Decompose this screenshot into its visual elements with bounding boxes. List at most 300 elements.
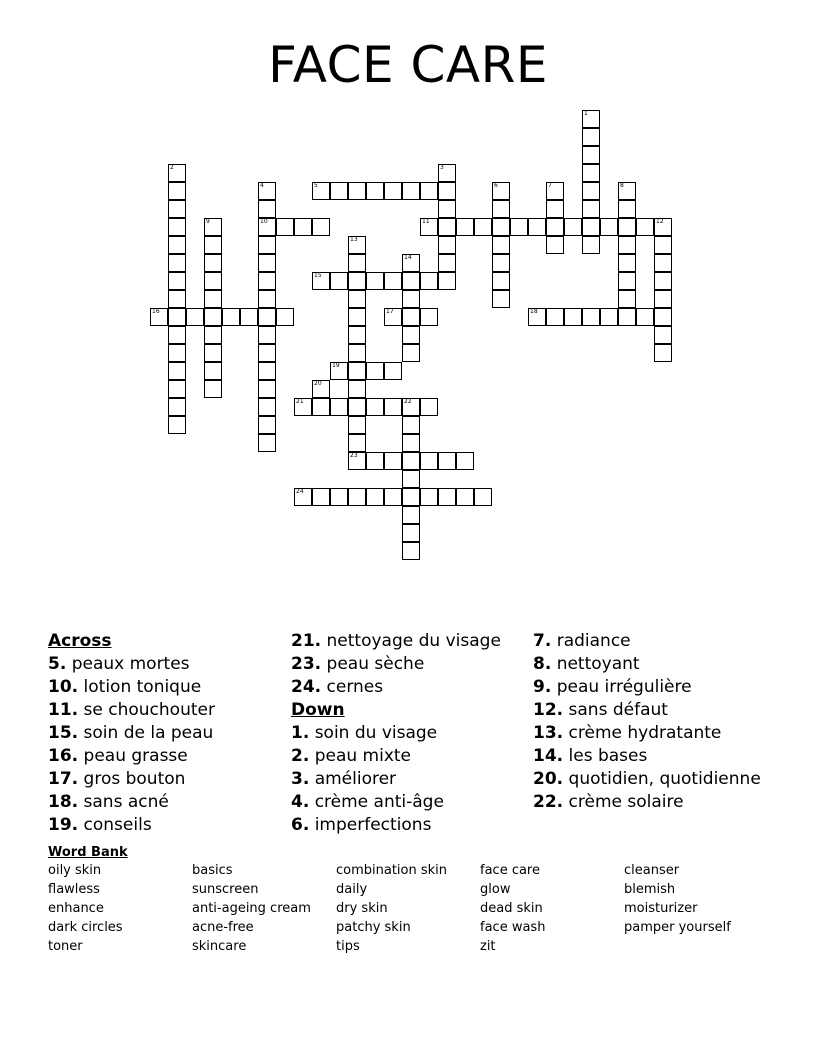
crossword-cell[interactable]: [330, 182, 348, 200]
crossword-cell[interactable]: [204, 326, 222, 344]
crossword-cell[interactable]: [204, 254, 222, 272]
word-bank-column: [624, 861, 731, 937]
crossword-cell[interactable]: [654, 218, 672, 236]
across-clue: [48, 722, 283, 745]
clue-number-label: 2.: [291, 746, 310, 766]
clue-number: 11: [422, 218, 430, 225]
crossword-cell[interactable]: [204, 308, 222, 326]
crossword-cell[interactable]: [258, 272, 276, 290]
down-header: Down: [291, 700, 345, 720]
crossword-cell[interactable]: [168, 272, 186, 290]
word-bank-item: dry skin: [336, 901, 388, 916]
clue-number: 10: [260, 218, 268, 225]
across-clue: [291, 676, 526, 699]
crossword-cell[interactable]: [402, 272, 420, 290]
crossword-cell[interactable]: [204, 272, 222, 290]
crossword-cell[interactable]: [366, 272, 384, 290]
word-bank-item: tips: [336, 939, 360, 954]
crossword-cell[interactable]: [186, 308, 204, 326]
crossword-cell[interactable]: [402, 344, 420, 362]
clue-number: 14: [404, 254, 412, 261]
crossword-cell[interactable]: [654, 254, 672, 272]
clue-text: sans acné: [83, 792, 169, 812]
down-clue: [291, 814, 526, 837]
down-clue: [533, 676, 768, 699]
clue-number: 3: [440, 164, 444, 171]
down-clue: [291, 722, 526, 745]
clue-number-label: 21.: [291, 631, 322, 651]
crossword-cell[interactable]: [618, 290, 636, 308]
crossword-cell[interactable]: [420, 488, 438, 506]
crossword-cell[interactable]: [348, 434, 366, 452]
crossword-cell[interactable]: [402, 434, 420, 452]
clue-number: 2: [170, 164, 174, 171]
clue-text: cernes: [326, 677, 384, 697]
clues-column-1: [48, 630, 283, 837]
crossword-cell[interactable]: [384, 488, 402, 506]
clue-number-label: 14.: [533, 746, 564, 766]
crossword-cell[interactable]: [204, 290, 222, 308]
crossword-cell[interactable]: [438, 272, 456, 290]
crossword-cell[interactable]: [384, 182, 402, 200]
crossword-cell[interactable]: [258, 344, 276, 362]
clue-number: 23: [350, 452, 358, 459]
word-bank-item: flawless: [48, 882, 100, 897]
crossword-cell[interactable]: [348, 254, 366, 272]
across-clue: [48, 745, 283, 768]
word-bank-item: glow: [480, 882, 511, 897]
crossword-cell[interactable]: [438, 452, 456, 470]
word-bank-item: sunscreen: [192, 882, 259, 897]
crossword-cell[interactable]: [258, 416, 276, 434]
clue-text: soin de la peau: [83, 723, 214, 743]
across-clue: [291, 653, 526, 676]
clue-number-label: 8.: [533, 654, 552, 674]
word-bank-item: daily: [336, 882, 368, 897]
crossword-cell[interactable]: [366, 362, 384, 380]
clue-number-label: 11.: [48, 700, 79, 720]
crossword-cell[interactable]: [492, 290, 510, 308]
crossword-cell[interactable]: [348, 416, 366, 434]
crossword-cell[interactable]: [618, 308, 636, 326]
crossword-cell[interactable]: [492, 200, 510, 218]
crossword-cell[interactable]: [312, 272, 330, 290]
crossword-cell[interactable]: [600, 308, 618, 326]
crossword-cell[interactable]: [492, 254, 510, 272]
crossword-cell[interactable]: [438, 182, 456, 200]
word-bank-item: combination skin: [336, 863, 448, 878]
crossword-cell[interactable]: [330, 272, 348, 290]
word-bank-column: [192, 861, 311, 956]
crossword-cell[interactable]: [348, 272, 366, 290]
crossword-cell[interactable]: [654, 290, 672, 308]
crossword-cell[interactable]: [258, 398, 276, 416]
crossword-cell[interactable]: [384, 362, 402, 380]
clue-text: imperfections: [314, 815, 432, 835]
crossword-cell[interactable]: [258, 434, 276, 452]
crossword-cell[interactable]: [168, 326, 186, 344]
crossword-cell[interactable]: [582, 182, 600, 200]
clue-number: 6: [494, 182, 498, 189]
clue-text: nettoyant: [556, 654, 640, 674]
crossword-cell[interactable]: [582, 164, 600, 182]
word-bank-item: zit: [480, 939, 496, 954]
crossword-cell[interactable]: [348, 326, 366, 344]
crossword-cell[interactable]: [330, 362, 348, 380]
clue-number-label: 10.: [48, 677, 79, 697]
crossword-cell[interactable]: [564, 218, 582, 236]
clue-text: crème anti-âge: [314, 792, 444, 812]
word-bank-item: skincare: [192, 939, 247, 954]
crossword-cell[interactable]: [330, 398, 348, 416]
crossword-cell[interactable]: [618, 200, 636, 218]
crossword-cell[interactable]: [402, 506, 420, 524]
crossword-cell[interactable]: [402, 254, 420, 272]
down-clue: [533, 722, 768, 745]
clue-number: 19: [332, 362, 340, 369]
crossword-cell[interactable]: [420, 218, 438, 236]
word-bank-item: acne-free: [192, 920, 254, 935]
clue-number-label: 24.: [291, 677, 322, 697]
crossword-cell[interactable]: [402, 542, 420, 560]
crossword-cell[interactable]: [294, 488, 312, 506]
crossword-cell[interactable]: [258, 218, 276, 236]
clue-text: peau mixte: [314, 746, 412, 766]
crossword-cell[interactable]: [438, 218, 456, 236]
clue-text: peau sèche: [326, 654, 425, 674]
crossword-cell[interactable]: [420, 452, 438, 470]
clue-number-label: 1.: [291, 723, 310, 743]
crossword-cell[interactable]: [366, 182, 384, 200]
clue-number-label: 12.: [533, 700, 564, 720]
clue-number-label: 23.: [291, 654, 322, 674]
word-bank-item: moisturizer: [624, 901, 698, 916]
crossword-cell[interactable]: [330, 488, 348, 506]
word-bank-item: patchy skin: [336, 920, 411, 935]
down-clue: [533, 630, 768, 653]
clue-number-label: 4.: [291, 792, 310, 812]
clue-number: 4: [260, 182, 264, 189]
crossword-cell[interactable]: [258, 254, 276, 272]
crossword-cell[interactable]: [654, 308, 672, 326]
crossword-cell[interactable]: [168, 308, 186, 326]
word-bank-item: face wash: [480, 920, 546, 935]
crossword-cell[interactable]: [456, 452, 474, 470]
crossword-cell[interactable]: [258, 380, 276, 398]
clue-number: 16: [152, 308, 160, 315]
down-clue: [533, 768, 768, 791]
clues-column-3: [533, 630, 768, 814]
clue-text: peaux mortes: [71, 654, 190, 674]
page-title: FACE CARE: [268, 36, 548, 94]
crossword-cell[interactable]: [618, 182, 636, 200]
down-clue: [291, 791, 526, 814]
crossword-cell[interactable]: [402, 416, 420, 434]
clue-number-label: 20.: [533, 769, 564, 789]
crossword-cell[interactable]: [312, 182, 330, 200]
crossword-cell[interactable]: [438, 488, 456, 506]
across-clue: [48, 676, 283, 699]
clue-text: peau grasse: [83, 746, 188, 766]
down-clue: [291, 768, 526, 791]
clue-number: 20: [314, 380, 322, 387]
word-bank-item: basics: [192, 863, 233, 878]
crossword-cell[interactable]: [402, 470, 420, 488]
clue-text: améliorer: [314, 769, 397, 789]
across-header: Across: [48, 631, 112, 651]
crossword-cell[interactable]: [222, 308, 240, 326]
crossword-cell[interactable]: [654, 344, 672, 362]
crossword-cell[interactable]: [546, 308, 564, 326]
crossword-cell[interactable]: [276, 218, 294, 236]
crossword-cell[interactable]: [456, 218, 474, 236]
down-clue: [291, 745, 526, 768]
crossword-cell[interactable]: [492, 182, 510, 200]
across-clue: [48, 699, 283, 722]
clue-number: 13: [350, 236, 358, 243]
crossword-cell[interactable]: [366, 398, 384, 416]
crossword-cell[interactable]: [348, 308, 366, 326]
clue-number-label: 5.: [48, 654, 67, 674]
crossword-cell[interactable]: [348, 236, 366, 254]
word-bank-item: toner: [48, 939, 83, 954]
crossword-cell[interactable]: [402, 398, 420, 416]
clue-text: sans défaut: [568, 700, 668, 720]
crossword-cell[interactable]: [582, 200, 600, 218]
crossword-cell[interactable]: [636, 308, 654, 326]
crossword-cell[interactable]: [294, 218, 312, 236]
crossword-cell[interactable]: [564, 308, 582, 326]
crossword-cell[interactable]: [348, 290, 366, 308]
down-clue: [533, 791, 768, 814]
crossword-cell[interactable]: [348, 398, 366, 416]
crossword-cell[interactable]: [348, 362, 366, 380]
clue-number-label: 13.: [533, 723, 564, 743]
crossword-cell[interactable]: [618, 218, 636, 236]
crossword-cell[interactable]: [348, 182, 366, 200]
crossword-cell[interactable]: [348, 344, 366, 362]
clue-text: crème hydratante: [568, 723, 722, 743]
crossword-cell[interactable]: [204, 236, 222, 254]
crossword-cell[interactable]: [654, 272, 672, 290]
crossword-cell[interactable]: [312, 488, 330, 506]
crossword-cell[interactable]: [636, 218, 654, 236]
crossword-cell[interactable]: [384, 452, 402, 470]
crossword-cell[interactable]: [582, 110, 600, 128]
word-bank-title: Word Bank: [48, 845, 128, 860]
crossword-cell[interactable]: [402, 182, 420, 200]
clue-number-label: 19.: [48, 815, 79, 835]
crossword-cell[interactable]: [474, 218, 492, 236]
crossword-cell[interactable]: [168, 398, 186, 416]
clue-text: nettoyage du visage: [326, 631, 501, 651]
clue-number: 18: [530, 308, 538, 315]
crossword-cell[interactable]: [492, 272, 510, 290]
word-bank-item: cleanser: [624, 863, 680, 878]
crossword-cell[interactable]: [312, 380, 330, 398]
crossword-cell[interactable]: [168, 290, 186, 308]
clue-number-label: 6.: [291, 815, 310, 835]
crossword-cell[interactable]: [150, 308, 168, 326]
crossword-cell[interactable]: [258, 308, 276, 326]
crossword-cell[interactable]: [402, 326, 420, 344]
crossword-cell[interactable]: [618, 236, 636, 254]
crossword-cell[interactable]: [438, 164, 456, 182]
down-clue: [533, 699, 768, 722]
crossword-cell[interactable]: [204, 218, 222, 236]
crossword-cell[interactable]: [402, 308, 420, 326]
crossword-cell[interactable]: [582, 128, 600, 146]
clue-number: 15: [314, 272, 322, 279]
crossword-cell[interactable]: [546, 236, 564, 254]
crossword-cell[interactable]: [258, 200, 276, 218]
across-clue: [48, 768, 283, 791]
crossword-cell[interactable]: [528, 308, 546, 326]
clue-number: 1: [584, 110, 588, 117]
crossword-cell[interactable]: [438, 236, 456, 254]
crossword-cell[interactable]: [618, 272, 636, 290]
clue-text: peau irrégulière: [556, 677, 692, 697]
crossword-cell[interactable]: [582, 146, 600, 164]
crossword-cell[interactable]: [348, 452, 366, 470]
crossword-cell[interactable]: [258, 290, 276, 308]
clue-text: radiance: [556, 631, 631, 651]
crossword-cell[interactable]: [618, 254, 636, 272]
across-clue: [291, 630, 526, 653]
down-clue: [533, 653, 768, 676]
crossword-cell[interactable]: [366, 452, 384, 470]
clue-number-label: 15.: [48, 723, 79, 743]
crossword-cell[interactable]: [654, 326, 672, 344]
clue-text: les bases: [568, 746, 648, 766]
crossword-cell[interactable]: [348, 380, 366, 398]
crossword-cell[interactable]: [528, 218, 546, 236]
crossword-cell[interactable]: [510, 218, 528, 236]
crossword-cell[interactable]: [582, 308, 600, 326]
clue-number: 8: [620, 182, 624, 189]
crossword-cell[interactable]: [294, 398, 312, 416]
crossword-cell[interactable]: [204, 380, 222, 398]
crossword-cell[interactable]: [258, 236, 276, 254]
word-bank-item: pamper yourself: [624, 920, 731, 935]
crossword-cell[interactable]: [366, 488, 384, 506]
word-bank-column: [480, 861, 545, 956]
clue-number: 7: [548, 182, 552, 189]
crossword-cell[interactable]: [600, 218, 618, 236]
clue-text: lotion tonique: [83, 677, 202, 697]
crossword-cell[interactable]: [348, 488, 366, 506]
clues-column-2: [291, 630, 526, 837]
crossword-cell[interactable]: [402, 524, 420, 542]
crossword-cell[interactable]: [384, 398, 402, 416]
crossword-cell[interactable]: [168, 218, 186, 236]
crossword-cell[interactable]: [384, 308, 402, 326]
crossword-cell[interactable]: [276, 308, 294, 326]
word-bank-item: enhance: [48, 901, 104, 916]
crossword-cell[interactable]: [168, 254, 186, 272]
word-bank-item: anti-ageing cream: [192, 901, 311, 916]
crossword-cell[interactable]: [384, 272, 402, 290]
clue-number: 22: [404, 398, 412, 405]
down-clue: [533, 745, 768, 768]
clue-text: conseils: [83, 815, 152, 835]
clue-number-label: 9.: [533, 677, 552, 697]
crossword-cell[interactable]: [258, 182, 276, 200]
crossword-cell[interactable]: [168, 380, 186, 398]
word-bank-item: dead skin: [480, 901, 543, 916]
crossword-cell[interactable]: [420, 272, 438, 290]
crossword-cell[interactable]: [402, 452, 420, 470]
clue-text: se chouchouter: [83, 700, 215, 720]
clue-number: 5: [314, 182, 318, 189]
crossword-cell[interactable]: [492, 218, 510, 236]
crossword-cell[interactable]: [438, 254, 456, 272]
crossword-cell[interactable]: [168, 236, 186, 254]
crossword-cell[interactable]: [168, 200, 186, 218]
clue-number: 12: [656, 218, 664, 225]
crossword-cell[interactable]: [654, 236, 672, 254]
clue-number: 21: [296, 398, 304, 405]
crossword-cell[interactable]: [168, 416, 186, 434]
crossword-cell[interactable]: [258, 362, 276, 380]
word-bank-column: [48, 861, 123, 956]
crossword-cell[interactable]: [402, 488, 420, 506]
clue-text: quotidien, quotidienne: [568, 769, 761, 789]
clue-number-label: 17.: [48, 769, 79, 789]
clue-number-label: 16.: [48, 746, 79, 766]
crossword-cell[interactable]: [474, 488, 492, 506]
crossword-cell[interactable]: [312, 398, 330, 416]
crossword-cell[interactable]: [168, 164, 186, 182]
across-clue: [48, 791, 283, 814]
crossword-cell[interactable]: [546, 200, 564, 218]
crossword-cell[interactable]: [546, 218, 564, 236]
crossword-cell[interactable]: [240, 308, 258, 326]
crossword-cell[interactable]: [168, 344, 186, 362]
crossword-cell[interactable]: [582, 218, 600, 236]
across-clue: [48, 814, 283, 837]
word-bank-item: blemish: [624, 882, 676, 897]
crossword-cell[interactable]: [582, 236, 600, 254]
crossword-cell[interactable]: [402, 290, 420, 308]
crossword-cell[interactable]: [438, 200, 456, 218]
crossword-cell[interactable]: [492, 236, 510, 254]
word-bank-item: oily skin: [48, 863, 102, 878]
clue-number: 24: [296, 488, 304, 495]
clue-number-label: 22.: [533, 792, 564, 812]
clue-text: soin du visage: [314, 723, 438, 743]
crossword-cell[interactable]: [420, 182, 438, 200]
crossword-cell[interactable]: [456, 488, 474, 506]
word-bank-item: face care: [480, 863, 540, 878]
crossword-cell[interactable]: [546, 182, 564, 200]
crossword-cell[interactable]: [168, 362, 186, 380]
clue-text: gros bouton: [83, 769, 186, 789]
word-bank-column: [336, 861, 447, 956]
crossword-cell[interactable]: [420, 398, 438, 416]
crossword-cell[interactable]: [204, 362, 222, 380]
crossword-cell[interactable]: [258, 326, 276, 344]
clue-number-label: 18.: [48, 792, 79, 812]
clue-number-label: 7.: [533, 631, 552, 651]
crossword-cell[interactable]: [204, 344, 222, 362]
clue-number-label: 3.: [291, 769, 310, 789]
clue-number: 17: [386, 308, 394, 315]
crossword-cell[interactable]: [420, 308, 438, 326]
crossword-cell[interactable]: [312, 218, 330, 236]
crossword-cell[interactable]: [168, 182, 186, 200]
clue-text: crème solaire: [568, 792, 684, 812]
